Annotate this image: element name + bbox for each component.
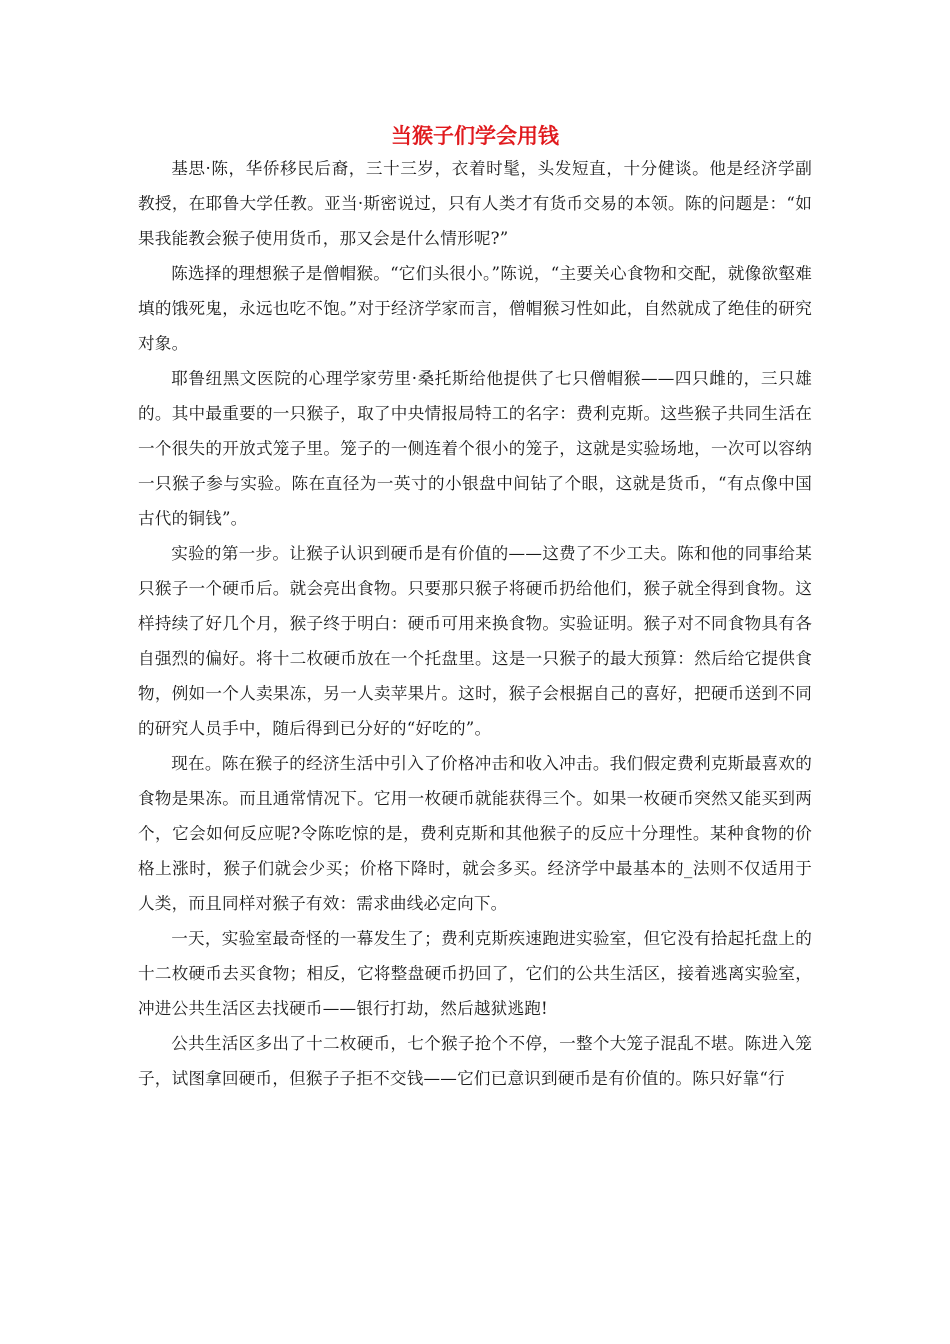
paragraph-3: 耶鲁纽黑文医院的心理学家劳里·桑托斯给他提供了七只僧帽猴——四只雌的，三只雄的。其中最重要的一只猴子，取了中央情报局特工的名字：费利克斯。这些猴子共同生活在一个很失的开放式笼子里。笼子的一侧连着个很小的笼子，这就是实验场地，一次可以容纳一只猴子参与实验。陈在直径为一英寸的小银盘中间钻了个眼，这就是货币，“有点像中国古代的铜钱”。 <box>138 369 812 528</box>
document-body <box>138 151 812 1096</box>
paragraph-4: 实验的第一步。让猴子认识到硬币是有价值的——这费了不少工夫。陈和他的同事给某只猴子一个硬币后。就会亮出食物。只要那只猴子将硬币扔给他们，猴子就全得到食物。这样持续了好几个月，猴子终于明白：硬币可用来换食物。实验证明。猴子对不同食物具有各自强烈的偏好。将十二枚硬币放在一个托盘里。这是一只猴子的最大预算：然后给它提供食物，例如一个人卖果冻，另一人卖苹果片。这时，猴子会根据自己的喜好，把硬币送到不同的研究人员手中，随后得到已分好的“好吃的”。 <box>138 544 812 738</box>
paragraph-1: 基思·陈，华侨移民后裔，三十三岁，衣着时髦，头发短直，十分健谈。他是经济学副教授，在耶鲁大学任教。亚当·斯密说过，只有人类才有货币交易的本领。陈的问题是：“如果我能教会猴子使用货币，那又会是什么情形呢?” <box>138 159 812 248</box>
paragraph-2: 陈选择的理想猴子是僧帽猴。“它们头很小。”陈说，“主要关心食物和交配，就像欲壑难填的饿死鬼，永远也吃不饱。”对于经济学家而言，僧帽猴习性如此，自然就成了绝佳的研究对象。 <box>138 264 812 353</box>
document-title: 当猴子们学会用钱 <box>391 124 559 148</box>
paragraph-6: 一天，实验室最奇怪的一幕发生了；费利克斯疾速跑进实验室，但它没有拾起托盘上的十二枚硬币去买食物；相反，它将整盘硬币扔回了，它们的公共生活区，接着逃离实验室，冲进公共生活区去找硬币——银行打劫，然后越狱逃跑! <box>138 929 812 1018</box>
paragraph-5: 现在。陈在猴子的经济生活中引入了价格冲击和收入冲击。我们假定费利克斯最喜欢的食物是果冻。而且通常情况下。它用一枚硬币就能获得三个。如果一枚硬币突然又能买到两个，它会如何反应呢?令陈吃惊的是，费利克斯和其他猴子的反应十分理性。某种食物的价格上涨时，猴子们就会少买；价格下降时，就会多买。经济学中最基本的_法则不仅适用于人类，而且同样对猴子有效：需求曲线必定向下。 <box>138 754 812 913</box>
paragraph-7: 公共生活区多出了十二枚硬币，七个猴子抢个不停，一整个大笼子混乱不堪。陈进入笼子，试图拿回硬币，但猴子子拒不交钱——它们已意识到硬币是有价值的。陈只好靠“行 <box>138 1034 812 1088</box>
